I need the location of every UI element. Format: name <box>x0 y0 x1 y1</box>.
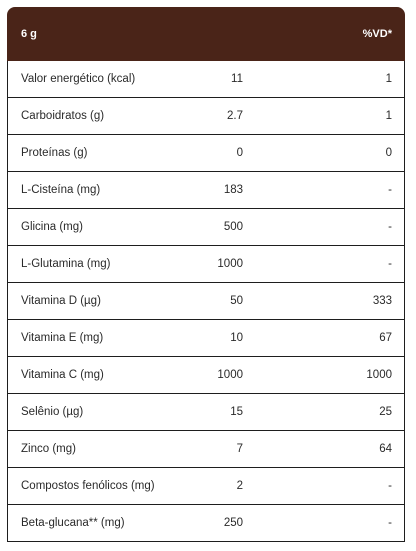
nutrient-vd: 0 <box>385 147 392 159</box>
nutrient-name: Glicina (mg) <box>21 221 83 233</box>
nutrient-amount: 183 <box>223 184 243 196</box>
nutrient-vd: 1000 <box>366 369 392 381</box>
table-row <box>8 431 404 468</box>
table-row <box>8 468 404 505</box>
nutrient-vd: 67 <box>379 332 392 344</box>
vd-header-label: %VD* <box>362 28 392 40</box>
nutrient-vd: - <box>388 258 392 270</box>
nutrient-amount: 2.7 <box>227 110 243 122</box>
table-row <box>8 172 404 209</box>
nutrient-vd: - <box>388 221 392 233</box>
nutrient-amount: 15 <box>230 406 243 418</box>
nutrient-amount: 0 <box>236 147 243 159</box>
nutrient-vd: - <box>388 480 392 492</box>
nutrition-table <box>7 7 405 542</box>
nutrient-amount: 10 <box>230 332 243 344</box>
nutrient-vd: 64 <box>379 443 392 455</box>
nutrient-name: Vitamina E (mg) <box>21 332 104 344</box>
table-header <box>7 7 405 61</box>
portion-label: 6 g <box>21 28 37 40</box>
nutrient-amount: 50 <box>230 295 243 307</box>
nutrient-amount: 11 <box>231 73 243 85</box>
nutrient-amount: 500 <box>223 221 243 233</box>
nutrient-vd: 333 <box>372 295 392 307</box>
nutrient-vd: 1 <box>385 110 392 122</box>
nutrient-amount: 1000 <box>217 369 243 381</box>
nutrient-name: Beta-glucana** (mg) <box>21 517 125 529</box>
nutrient-amount: 250 <box>223 517 243 529</box>
nutrient-name: Vitamina D (µg) <box>21 295 101 307</box>
nutrient-name: Proteínas (g) <box>21 147 88 159</box>
nutrient-vd: - <box>388 517 392 529</box>
nutrient-name: L-Cisteína (mg) <box>21 184 101 196</box>
nutrient-name: L-Glutamina (mg) <box>21 258 111 270</box>
table-body <box>7 61 405 542</box>
table-row <box>8 394 404 431</box>
nutrient-name: Vitamina C (mg) <box>21 369 104 381</box>
table-row <box>8 505 404 542</box>
table-row <box>8 283 404 320</box>
nutrient-amount: 1000 <box>217 258 243 270</box>
table-row <box>8 209 404 246</box>
nutrient-vd: - <box>388 184 392 196</box>
nutrient-vd: 25 <box>379 406 392 418</box>
nutrient-amount: 2 <box>236 480 243 492</box>
nutrient-amount: 7 <box>236 443 243 455</box>
table-row <box>8 357 404 394</box>
table-row <box>8 98 404 135</box>
nutrient-vd: 1 <box>385 73 392 85</box>
table-row <box>8 320 404 357</box>
table-row <box>8 246 404 283</box>
nutrient-name: Valor energético (kcal) <box>21 73 136 85</box>
table-row <box>8 61 404 98</box>
table-row <box>8 135 404 172</box>
nutrient-name: Selênio (µg) <box>21 406 84 418</box>
nutrient-name: Compostos fenólicos (mg) <box>21 480 155 492</box>
nutrient-name: Zinco (mg) <box>21 443 76 455</box>
nutrient-name: Carboidratos (g) <box>21 110 105 122</box>
